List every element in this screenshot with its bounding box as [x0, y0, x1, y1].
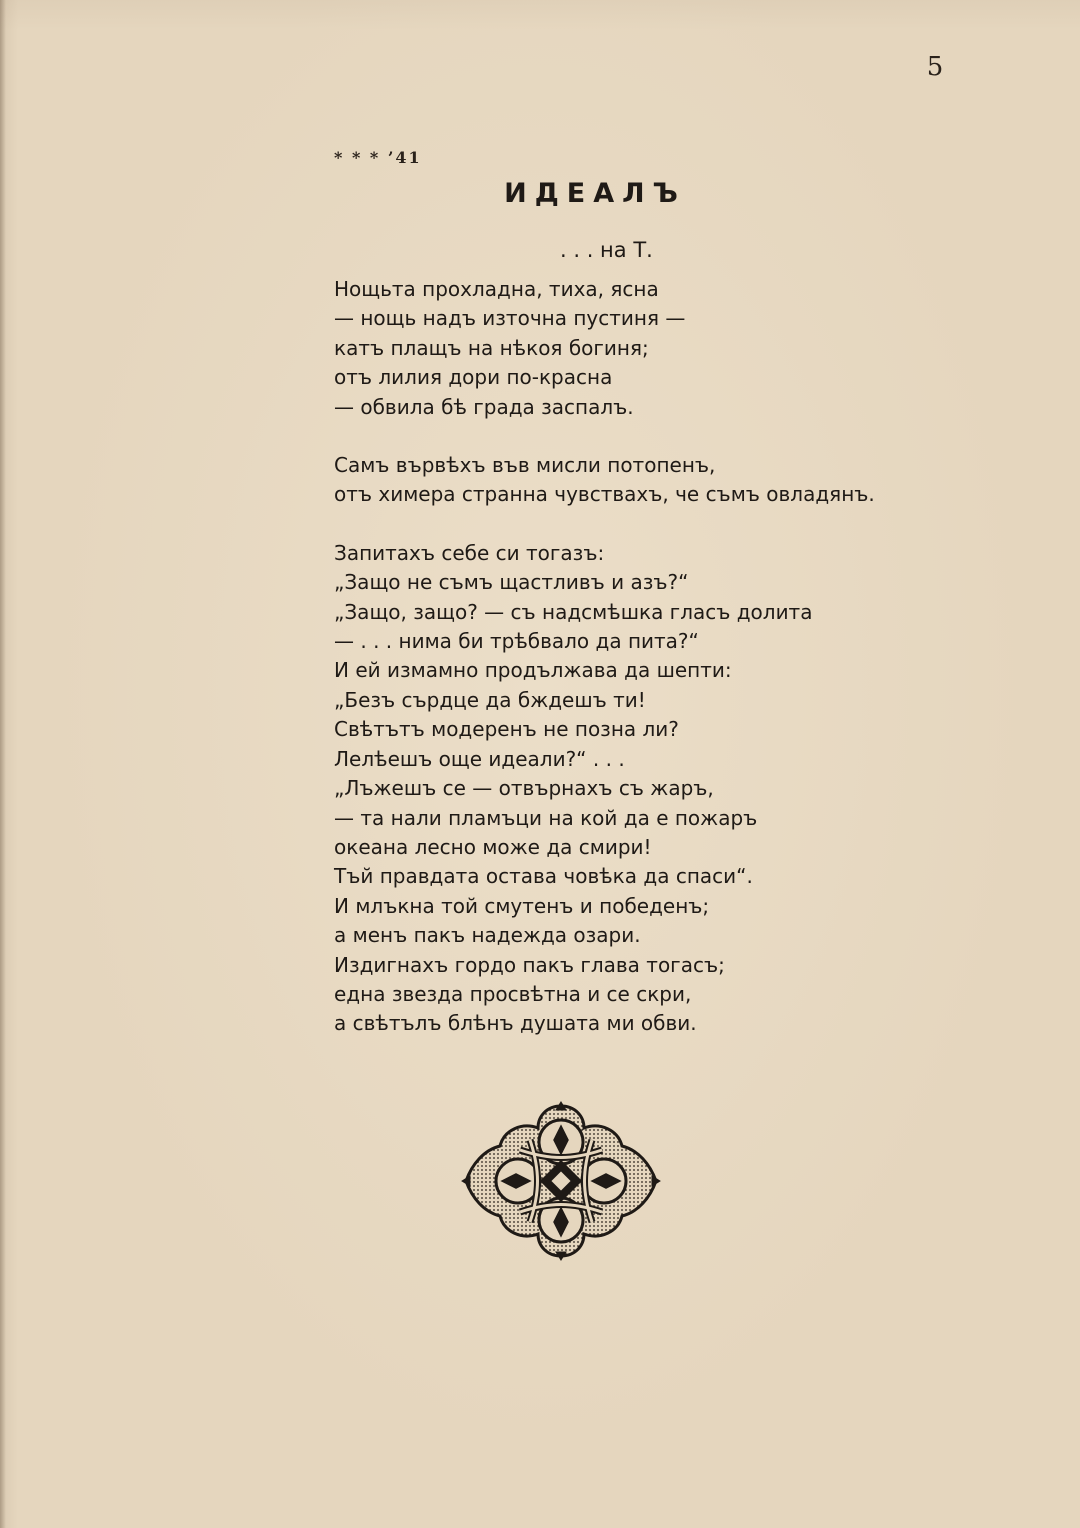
- poem-line: „Лъжешъ се — отвърнахъ съ жаръ,: [334, 776, 714, 801]
- poem-line: а свѣтълъ блѣнъ душата ми обви.: [334, 1011, 697, 1036]
- poem-line: Издигнахъ гордо пакъ глава тогасъ;: [334, 952, 725, 977]
- poem-line: а менъ пакъ надежда озари.: [334, 923, 641, 948]
- poem-line: отъ лилия дори по-красна: [334, 365, 613, 390]
- poem-body: [334, 275, 934, 1039]
- poem-line: една звезда просвѣтна и се скри,: [334, 981, 692, 1006]
- poem-line: океана лесно може да смири!: [334, 834, 652, 859]
- stanza: [334, 275, 934, 422]
- poem-line: „Защо, защо? — съ надсмѣшка гласъ долита: [334, 599, 813, 624]
- poem-line: И млъкна той смутенъ и победенъ;: [334, 893, 710, 918]
- stanza: [334, 451, 934, 510]
- poem-marker: * * * ’41: [334, 148, 422, 167]
- poem-line: — . . . нима би трѣбвало да пита?“: [334, 629, 699, 654]
- poem-line: Тъй правдата остава човѣка да спаси“.: [334, 864, 753, 889]
- poem-title: ИДЕАЛЪ: [504, 178, 686, 209]
- poem-line: „Защо не съмъ щастливъ и азъ?“: [334, 570, 689, 595]
- page-edge-shadow: [0, 0, 6, 1528]
- poem-line: катъ плащъ на нѣкоя богиня;: [334, 335, 649, 360]
- poem-line: Запитахъ себе си тогазъ:: [334, 540, 605, 565]
- poem-line: отъ химера странна чувствахъ, че съмъ овладянъ.: [334, 482, 875, 507]
- poem-line: Лелѣешъ още идеали?“ . . .: [334, 746, 625, 771]
- poem-line: Самъ вървѣхъ във мисли потопенъ,: [334, 453, 716, 478]
- poem-line: И ей измамно продължава да шепти:: [334, 658, 732, 683]
- poem-line: — обвила бѣ града заспалъ.: [334, 394, 634, 419]
- poem-line: Свѣтътъ модеренъ не позна ли?: [334, 717, 679, 742]
- celtic-knot-ornament-icon: [460, 1100, 662, 1262]
- poem-line: — нощь надъ източна пустиня —: [334, 306, 686, 331]
- poem-line: „Безъ сърдце да бждешъ ти!: [334, 687, 646, 712]
- poem-line: — та нали пламъци на кой да е пожаръ: [334, 805, 758, 830]
- poem-line: Нощьта прохладна, тиха, ясна: [334, 277, 659, 301]
- page-number: 5: [926, 52, 944, 82]
- stanza: [334, 539, 934, 1039]
- poem-dedication: . . . на Т.: [560, 238, 653, 262]
